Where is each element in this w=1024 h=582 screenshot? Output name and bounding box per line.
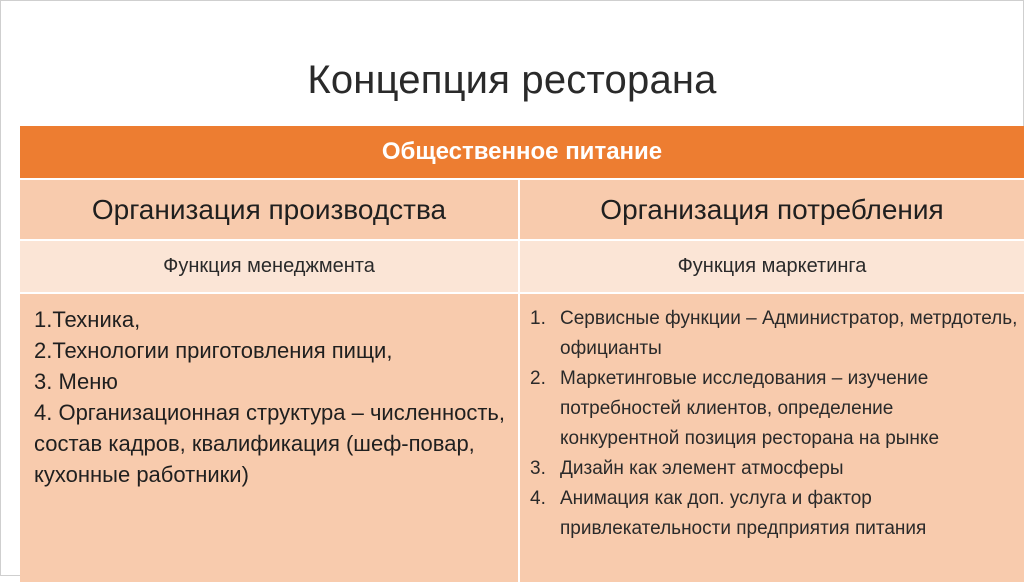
list-item: 2.Технологии приготовления пищи,: [34, 338, 393, 363]
list-item-number: 3.: [530, 458, 546, 479]
production-heading: Организация производства: [20, 180, 520, 239]
list-item: [530, 484, 1018, 544]
content-row: [20, 292, 1024, 582]
list-item: [530, 304, 1018, 364]
concept-table: [20, 126, 1024, 576]
list-item: 3. Меню: [34, 369, 118, 394]
list-item-text: Дизайн как элемент атмосферы: [560, 458, 844, 479]
consumption-cell: [520, 294, 1024, 582]
list-item: 4. Организационная структура – численность, состав кадров, квалификация (шеф-повар, кухонные работники): [34, 400, 505, 487]
list-item-text: Сервисные функции – Администратор, метрдотель, официанты: [560, 308, 1018, 359]
list-item-number: 1.: [530, 308, 546, 329]
consumption-list: [520, 294, 1024, 544]
list-item: [530, 364, 1018, 454]
table-header: Общественное питание: [20, 126, 1024, 178]
list-item: [530, 454, 1018, 484]
consumption-heading: Организация потребления: [600, 193, 944, 225]
list-item: 1.Техника,: [34, 307, 141, 332]
slide-title: Концепция ресторана: [307, 58, 717, 102]
subheading-row: [20, 178, 1024, 239]
function-row: [20, 239, 1024, 292]
marketing-function: Функция маркетинга: [677, 255, 867, 277]
management-function: Функция менеджмента: [20, 241, 520, 292]
production-cell: [20, 294, 520, 582]
list-item-number: 4.: [530, 488, 546, 509]
list-item-number: 2.: [530, 368, 546, 389]
production-list: [20, 294, 518, 490]
list-item-text: Анимация как доп. услуга и фактор привлекательности предприятия питания: [560, 488, 927, 539]
list-item-text: Маркетинговые исследования – изучение потребностей клиентов, определение конкурентной позиция ресторана на рынке: [560, 368, 940, 449]
